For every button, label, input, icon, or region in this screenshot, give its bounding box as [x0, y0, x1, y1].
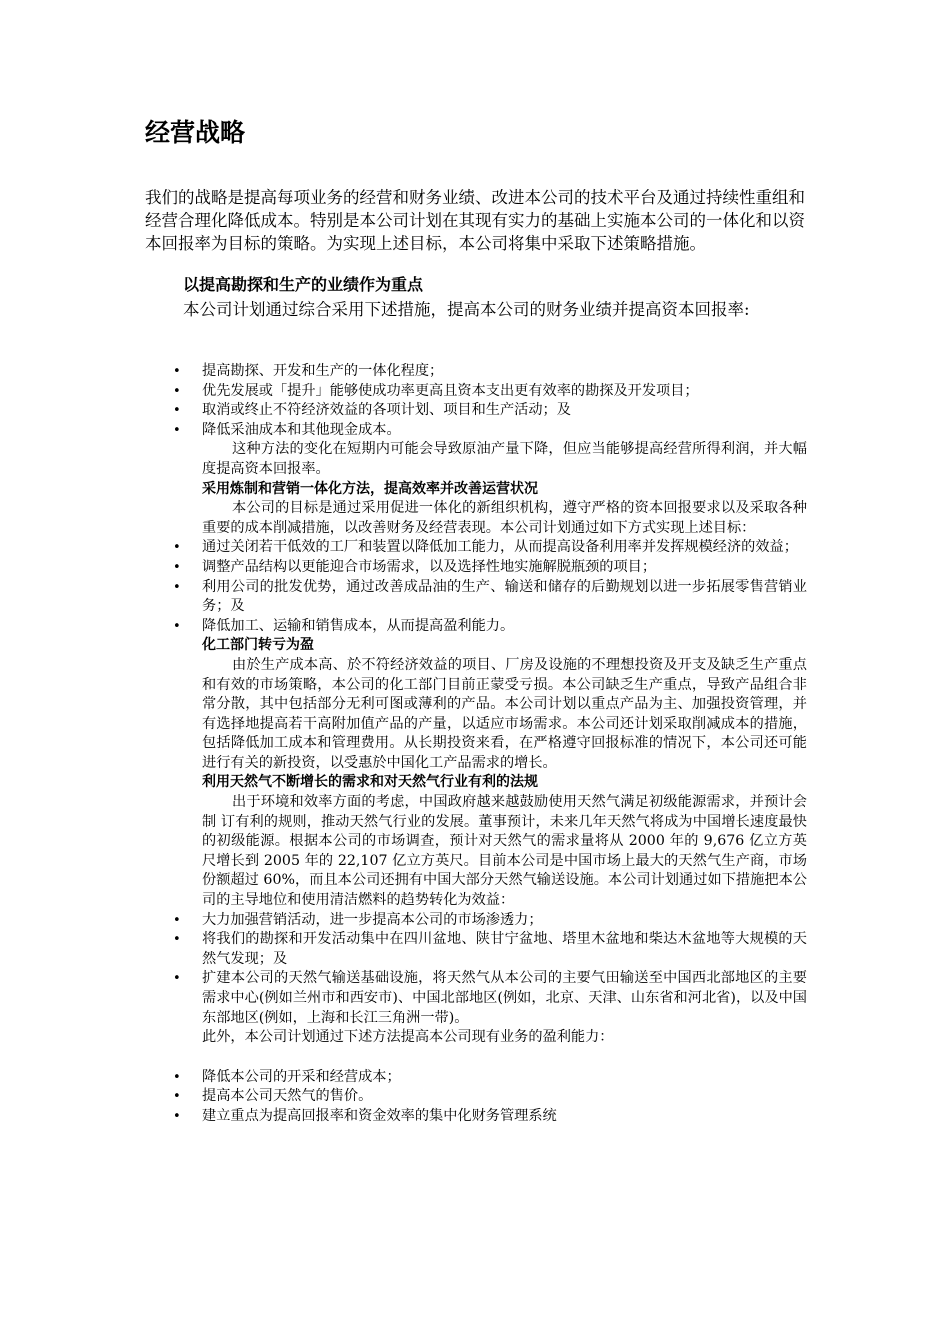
list-item: • 优先发展或「提升」能够使成功率更高且资本支出更有效率的勘探及开发项目； [145, 382, 807, 402]
list-item: • 建立重点为提高回报率和资金效率的集中化财务管理系统 [145, 1107, 807, 1127]
section-heading-exploration: 以提高勘探和生产的业绩作为重点 [183, 275, 424, 294]
intro-paragraph: 我们的战略是提高每项业务的经营和财务业绩、改进本公司的技术平台及通过持续性重组和经营合理化降低成本。特别是本公司计划在其现有实力的基础上实施本公司的一体化和以资本回报率为目标的策略。为实现上述目标，本公司将集中采取下述策略措施。 [145, 188, 805, 253]
list-item: • 利用公司的批发优势，通过改善成品油的生产、输送和储存的后勤规划以进一步拓展零售营销业务；及 [145, 578, 807, 617]
list-item: • 降低本公司的开采和经营成本； [145, 1068, 807, 1088]
exploration-bullet-list [145, 362, 807, 440]
refining-lead-paragraph: 本公司的目标是通过采用促进一体化的新组织机构，遵守严格的资本回报要求以及采取各种重要的成本削减措施，以改善财务及经营表现。本公司计划通过如下方式实现上述目标： [202, 500, 807, 536]
list-item: • 取消或终止不符经济效益的各项计划、项目和生产活动；及 [145, 401, 807, 421]
chemicals-paragraph: 由於生产成本高、於不符经济效益的项目、厂房及设施的不理想投资及开支及缺乏生产重点和有效的市场策略，本公司的化工部门目前正蒙受亏损。本公司缺乏生产重点，导致产品组合非常分散，其中包括部分无利可图或薄利的产品。本公司计划以重点产品为主、加强投资管理，并有选择地提高若干高附加值产品的产量，以适应市场需求。本公司还计划采取削减成本的措施，包括降低加工成本和管理费用。从长期投资来看，在严格遵守回报标准的情况下，本公司还可能进行有关的新投资，以受惠於中国化工产品需求的增长。 [202, 656, 807, 771]
list-item: • 扩建本公司的天然气输送基础设施，将天然气从本公司的主要气田输送至中国西北部地区的主要需求中心(例如兰州市和西安市)、中国北部地区(例如，北京、天津、山东省和河北省)，以及中国东部地区(例如，上海和长江三角洲一带)。 [145, 969, 807, 1028]
document-body [145, 362, 807, 1127]
list-item: • 将我们的勘探和开发活动集中在四川盆地、陕甘宁盆地、塔里木盆地和柴达木盆地等大规模的天然气发现；及 [145, 930, 807, 969]
list-item: • 通过关闭若干低效的工厂和装置以降低加工能力，从而提高设备利用率并发挥规模经济的效益； [145, 538, 807, 558]
profitability-bullet-list [145, 1068, 807, 1127]
section-heading-chemicals: 化工部门转亏为盈 [202, 637, 314, 654]
list-item: • 提高本公司天然气的售价。 [145, 1087, 807, 1107]
profitability-lead-paragraph: 此外，本公司计划通过下述方法提高本公司现有业务的盈利能力： [202, 1029, 614, 1046]
list-item: • 降低采油成本和其他现金成本。 [145, 421, 807, 441]
exploration-note-paragraph: 这种方法的变化在短期内可能会导致原油产量下降，但应当能够提高经营所得利润，并大幅度提高资本回报率。 [202, 441, 807, 477]
refining-bullet-list [145, 538, 807, 636]
natural-gas-bullet-list [145, 911, 807, 1029]
list-item: • 大力加强营销活动，进一步提高本公司的市场渗透力； [145, 911, 807, 931]
section-heading-natural-gas: 利用天然气不断增长的需求和对天然气行业有利的法规 [202, 774, 538, 791]
exploration-lead-paragraph: 本公司计划通过综合采用下述措施，提高本公司的财务业绩并提高资本回报率: [183, 300, 750, 319]
list-item: • 调整产品结构以更能迎合市场需求，以及选择性地实施解脱瓶颈的项目； [145, 558, 807, 578]
page-title: 经营战略 [145, 118, 246, 147]
list-item: • 提高勘探、开发和生产的一体化程度； [145, 362, 807, 382]
natural-gas-paragraph: 出于环境和效率方面的考虑，中国政府越来越鼓励使用天然气满足初级能源需求，并预计会制 订有利的规则，推动天然气行业的发展。董事预计，未来几年天然气将成为中国增长速度最快的初级能源。根据本公司的市场调查，预计对天然气的需求量将从 2000 年的 9,676 亿立方英尺增长到 2005 年的 22,107 亿立方英尺。目前本公司是中国市场上最大的天然气生产商，市场份额超过 60%，而且本公司还拥有中国大部分天然气输送设施。本公司计划通过如下措施把本公司的主导地位和使用清洁燃料的趋势转化为效益： [202, 794, 807, 909]
section-heading-refining: 采用炼制和营销一体化方法，提高效率并改善运营状况 [202, 480, 538, 497]
list-item: • 降低加工、运输和销售成本，从而提高盈利能力。 [145, 617, 807, 637]
